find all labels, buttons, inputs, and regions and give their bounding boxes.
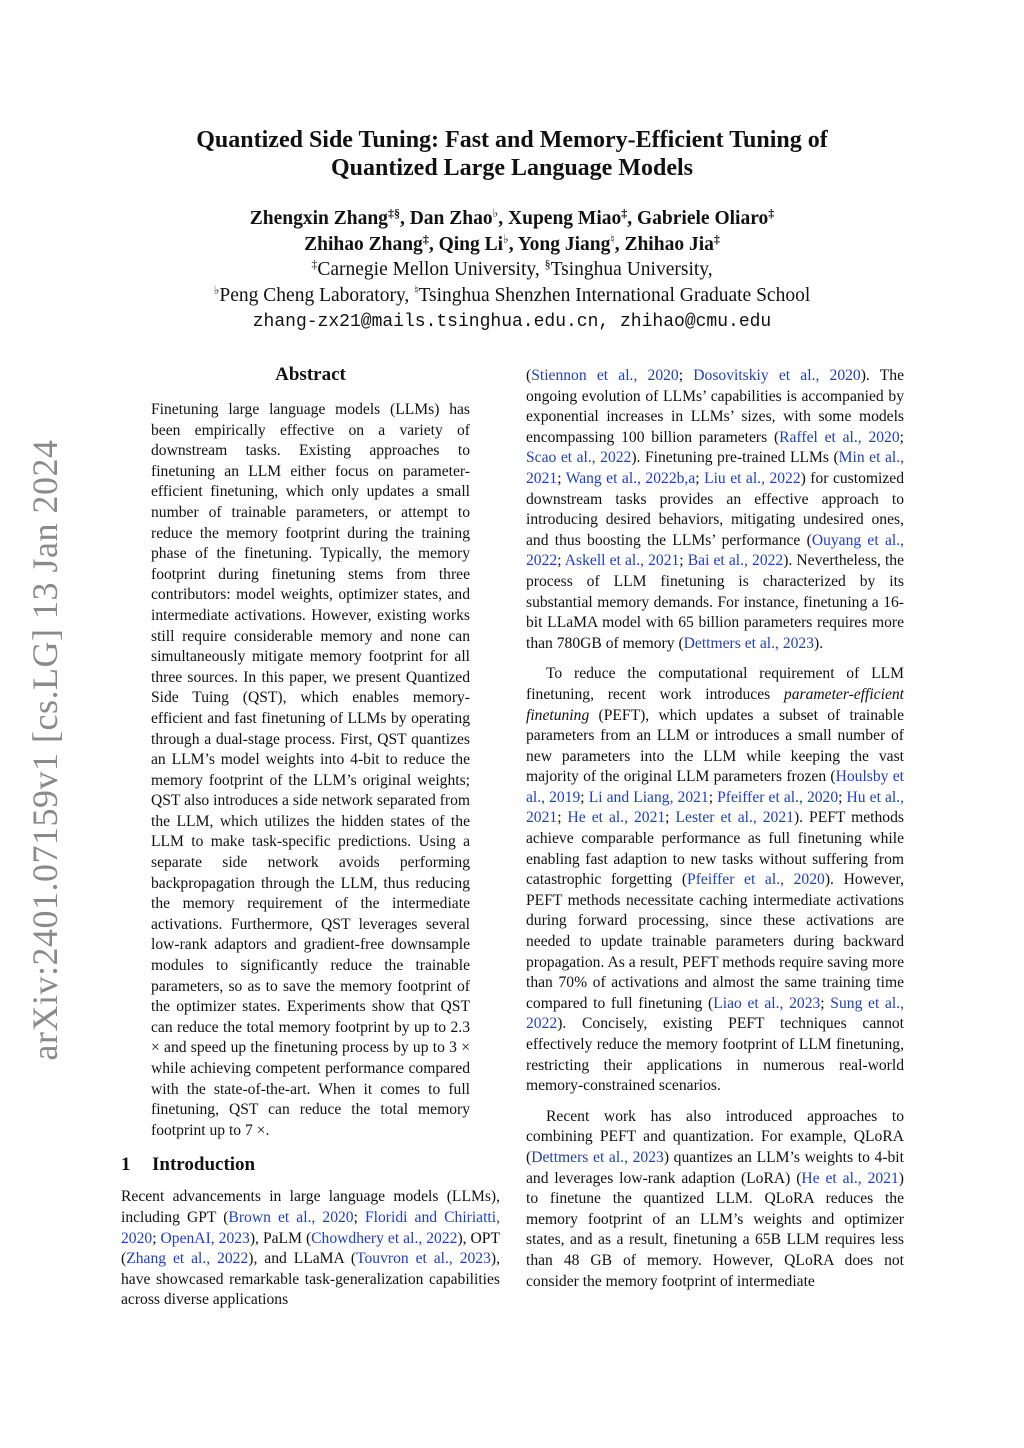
- citation-link[interactable]: Dettmers et al., 2023: [683, 634, 815, 652]
- affiliation-mark: §: [544, 257, 551, 271]
- citation-separator: ;: [665, 809, 676, 827]
- citation-link[interactable]: Zhang et al., 2022: [126, 1250, 249, 1268]
- author-mark: ♭: [503, 231, 509, 246]
- citation-separator: ;: [557, 809, 568, 827]
- arxiv-identifier-text: arXiv:2401.07159v1 [cs.LG] 13 Jan 2024: [25, 439, 65, 1061]
- author-mark: ♮: [610, 231, 615, 246]
- intro-paragraph-3: [526, 664, 904, 1096]
- left-column: [121, 364, 500, 1311]
- emphasis-term: parameter-efficient finetuning: [526, 685, 904, 724]
- paragraph-text: ) quantizes an LLM’s weights to 4-bit and leverages low-rank adaption (LoRA) (: [526, 1148, 904, 1187]
- citation-separator: ;: [708, 788, 718, 806]
- affiliation-tsinghua: Tsinghua University,: [550, 259, 713, 280]
- citation-separator: ;: [152, 1229, 161, 1247]
- author-mark: ‡: [713, 231, 720, 246]
- citation-separator: ;: [678, 367, 694, 384]
- citation-link[interactable]: He et al., 2021: [801, 1169, 899, 1187]
- citation-link[interactable]: Pfeiffer et al., 2020: [687, 871, 825, 889]
- author-name: Dan Zhao: [409, 208, 493, 229]
- paragraph-text: ), PaLM (: [249, 1229, 312, 1247]
- paragraph-text: ). Nevertheless, the process of LLM finetuning is characterized by its substantial memory demands. For instance, finetuning a 16-bit LLaMA model with 65 billion parameters requires more than 780GB of memory (: [526, 552, 905, 652]
- citation-link[interactable]: Dosovitskiy et al., 2020: [693, 367, 861, 384]
- section-title: Introduction: [152, 1154, 256, 1176]
- paragraph-text: Recent work has also introduced approaches to combining PEFT and quantization. For example, QLoRA (: [526, 1107, 904, 1166]
- author-name: Zhengxin Zhang: [249, 208, 388, 229]
- abstract-text: Finetuning large language models (LLMs) has been empirically effective on a variety of downstream tasks. Existing approaches to finetuning an LLM either focus on parameter-efficient finetuning, which only updates a small number of trainable parameters, or attempt to reduce the memory footprint during the training phase of the finetuning. Typically, the memory footprint during finetuning stems from three contributors: model weights, optimizer states, and intermediate activations. However, existing works still require considerable memory and none can simultaneously mitigate memory footprint for all three sources. In this paper, we present Quantized Side Tuing (QST), which enables memory-efficient and fast finetuning of LLMs by operating through a dual-stage process. First, QST quantizes an LLM’s model weights into 4-bit to reduce the memory footprint of the LLM’s original weights; QST also introduces a side network separated from the LLM, which utilizes the hidden states of the LLM to make task-specific predictions. Using a separate side network avoids performing backpropagation through the LLM, thus reducing the memory requirement of the intermediate activations. Furthermore, QST leverages several low-rank adaptors and gradient-free downsample modules to significantly reduce the trainable parameters, so as to save the memory footprint of the optimizer states. Experiments show that QST can reduce the total memory footprint by up to 2.3 × and speed up the finetuning process by up to 3 × while achieving competent performance compared with the state-of-the-art. When it comes to full finetuning, QST can reduce the total memory footprint up to 7 ×.: [151, 401, 470, 1139]
- citation-link[interactable]: Wang et al., 2022b,a: [565, 469, 696, 487]
- citation-link[interactable]: Liao et al., 2023: [713, 994, 821, 1012]
- intro-paragraph-1: [121, 1187, 500, 1311]
- author-name: Yong Jiang: [517, 233, 611, 255]
- citation-link[interactable]: Min et al., 2021: [526, 449, 905, 487]
- citation-link[interactable]: Brown et al., 2020: [228, 1208, 354, 1226]
- citation-separator: ;: [557, 552, 565, 570]
- paragraph-text: ), have showcased remarkable task-generalization capabilities across diverse applications: [121, 1250, 500, 1309]
- author-mark: ‡: [621, 206, 628, 220]
- affiliation-line-1: [120, 257, 904, 283]
- citation-link[interactable]: Floridi and Chiriatti, 2020: [121, 1208, 500, 1247]
- citation-link[interactable]: Scao et al., 2022: [526, 449, 632, 467]
- abstract-heading: Abstract: [275, 364, 346, 385]
- section-number: 1: [121, 1154, 131, 1176]
- author-name: Qing Li: [438, 233, 504, 255]
- citation-link[interactable]: Pfeiffer et al., 2020: [717, 788, 839, 806]
- citation-link[interactable]: Sung et al., 2022: [526, 994, 904, 1033]
- author-names-line-1: Zhengxin Zhang‡§, Dan Zhao♭, Xupeng Miao‡, Gabriele Oliaro‡: [249, 206, 775, 229]
- paragraph-text: ). Finetuning pre-trained LLMs (: [631, 449, 839, 467]
- citation-link[interactable]: Lester et al., 2021: [675, 809, 794, 827]
- paragraph-text: ), and LLaMA (: [248, 1250, 357, 1268]
- citation-separator: ;: [557, 469, 566, 487]
- author-emails: zhang-zx21@mails.tsinghua.edu.cn, zhihao@cmu.edu: [252, 312, 772, 332]
- citation-separator: ;: [838, 788, 847, 806]
- citation-separator: ;: [820, 994, 831, 1012]
- citation-separator: ;: [580, 788, 589, 806]
- citation-link[interactable]: Hu et al., 2021: [526, 788, 905, 827]
- affiliation-mark: ♮: [414, 282, 419, 297]
- citation-separator: ;: [679, 552, 688, 570]
- author-mark: ‡: [768, 206, 775, 220]
- affiliation-cmu: Carnegie Mellon University,: [317, 259, 540, 280]
- citation-link[interactable]: Ouyang et al., 2022: [526, 531, 904, 570]
- author-name: Xupeng Miao: [508, 208, 622, 229]
- citation-separator: ;: [899, 428, 904, 446]
- paragraph-text: ) to finetune the quantized LLM. QLoRA reduces the memory footprint of an LLM’s weights and optimizer states, and as a result, finetuning a 65B LLM requires less than 48 GB of memory. However, QLoRA does not consider the memory footprint of intermediate: [526, 1169, 904, 1290]
- citation-link[interactable]: He et al., 2021: [567, 809, 666, 827]
- paragraph-text: (PEFT), which updates a subset of trainable parameters from an LLM or introduces a small number of new parameters into the LLM while keeping the vast majority of the original LLM parameters frozen (: [526, 706, 904, 786]
- citation-link[interactable]: Liu et al., 2022: [704, 469, 801, 487]
- citation-link[interactable]: Houlsby et al., 2019: [526, 768, 904, 806]
- citation-separator: ;: [695, 469, 705, 487]
- citation-link[interactable]: Chowdhery et al., 2022: [311, 1229, 458, 1247]
- citation-link[interactable]: Raffel et al., 2020: [779, 428, 900, 446]
- right-column: [526, 366, 904, 1302]
- citation-link[interactable]: Askell et al., 2021: [564, 552, 680, 570]
- paper-title-line-1: Quantized Side Tuning: Fast and Memory-Efficient Tuning of: [196, 127, 828, 153]
- arxiv-identifier: [20, 440, 70, 1060]
- paragraph-text: ). The ongoing evolution of LLMs’ capabilities is accompanied by exponential increases in LLMs’ sizes, with some models encompassing 100 billion parameters (: [526, 367, 904, 446]
- intro-paragraph-4: [526, 1107, 904, 1292]
- author-block: [120, 206, 904, 336]
- author-names-line-2: Zhihao Zhang‡, Qing Li♭, Yong Jiang♮, Zhihao Jia‡: [304, 231, 720, 255]
- paragraph-text: ). PEFT methods achieve comparable performance as full finetuning while enabling fast adaption to new tasks without suffering from catastrophic forgetting (: [526, 809, 904, 889]
- author-name: Zhihao Jia: [624, 233, 714, 255]
- paper-title-line-2: Quantized Large Language Models: [330, 155, 693, 181]
- paragraph-text: (: [526, 367, 532, 384]
- affiliation-mark: ♭: [213, 282, 220, 297]
- paragraph-text: ).: [814, 634, 824, 652]
- citation-link[interactable]: OpenAI, 2023: [160, 1229, 250, 1247]
- author-mark: ♭: [492, 206, 499, 220]
- citation-link[interactable]: Touvron et al., 2023: [356, 1250, 491, 1268]
- intro-paragraph-2: [526, 366, 904, 654]
- citation-link[interactable]: Li and Liang, 2021: [588, 788, 709, 806]
- citation-link[interactable]: Stiennon et al., 2020: [531, 367, 679, 384]
- section-heading-introduction: [121, 1153, 500, 1177]
- author-mark: ‡§: [387, 206, 400, 220]
- paper-title: [120, 126, 904, 182]
- affiliation-line-2: [120, 283, 904, 309]
- paragraph-text: To reduce the computational requirement of LLM finetuning, recent work introduces: [526, 665, 904, 703]
- paragraph-text: ), OPT (: [121, 1229, 500, 1268]
- citation-link[interactable]: Bai et al., 2022: [687, 552, 784, 570]
- affiliation-shenzhen: Tsinghua Shenzhen International Graduate School: [418, 284, 811, 306]
- citation-link[interactable]: Dettmers et al., 2023: [531, 1148, 664, 1166]
- citation-separator: ;: [353, 1208, 365, 1226]
- paragraph-text: ). However, PEFT methods necessitate caching intermediate activations during forward processing, since these activations are needed to update trainable parameters during backward propagation. As a result, PEFT methods require saving more than 70% of activations and almost the same training time compared to full finetuning (: [526, 871, 904, 1012]
- author-name: Gabriele Oliaro: [637, 208, 769, 229]
- author-mark: ‡: [422, 231, 429, 246]
- affiliation-pcl: Peng Cheng Laboratory,: [219, 284, 410, 306]
- affiliation-mark: ‡: [311, 257, 318, 271]
- author-name: Zhihao Zhang: [304, 233, 423, 255]
- paragraph-text: Recent advancements in large language models (LLMs), including GPT (: [121, 1188, 500, 1226]
- paragraph-text: ) for customized downstream tasks provides an effective approach to introducing desired behaviors, mitigating undesired ones, and thus boosting the LLMs’ performance (: [526, 469, 904, 549]
- paragraph-text: ). Concisely, existing PEFT techniques cannot effectively reduce the memory footprint of LLM finetuning, restricting their applications in numerous real-world memory-constrained scenarios.: [526, 1015, 904, 1095]
